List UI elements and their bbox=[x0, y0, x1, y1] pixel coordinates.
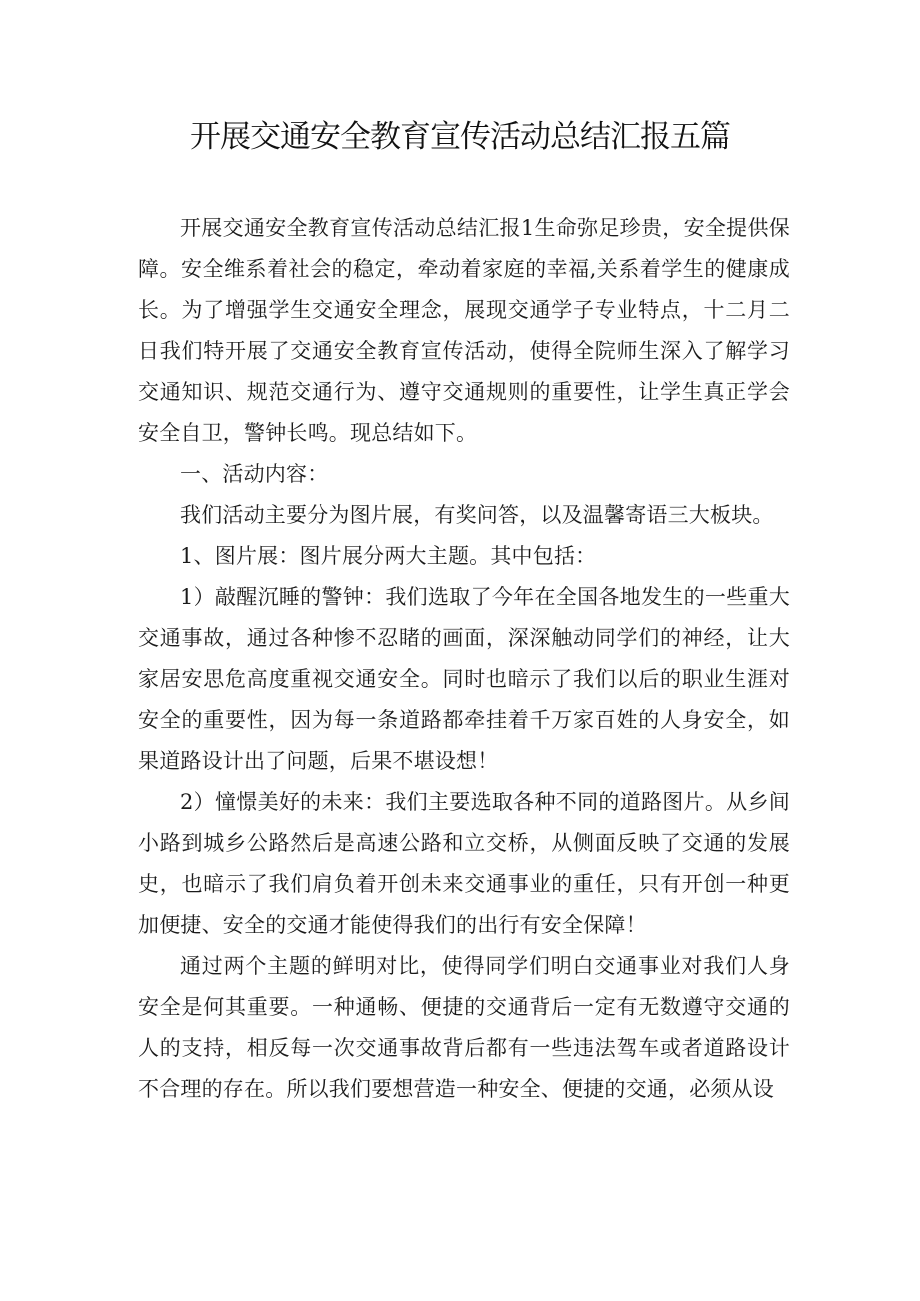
paragraph-photo-exhibition: 1、图片展：图片展分两大主题。其中包括： bbox=[180, 544, 597, 568]
document-body bbox=[138, 208, 790, 1110]
document-title: 开展交通安全教育宣传活动总结汇报五篇 bbox=[190, 119, 730, 155]
paragraph-theme-one: 1）敲醒沉睡的警钟：我们选取了今年在全国各地发生的一些重大交通事故，通过各种惨不忍睹的画面，深深触动同学们的神经，让大家居安思危高度重视交通安全。同时也暗示了我们以后的职业生涯对安全的重要性，因为每一条道路都牵挂着千万家百姓的人身安全，如果道路设计出了问题，后果不堪设想！ bbox=[138, 585, 790, 773]
paragraph-activity-overview: 我们活动主要分为图片展，有奖问答，以及温馨寄语三大板块。 bbox=[180, 503, 774, 527]
paragraph-intro: 开展交通安全教育宣传活动总结汇报1生命弥足珍贵，安全提供保障。安全维系着社会的稳定，牵动着家庭的幸福,关系着学生的健康成长。为了增强学生交通安全理念，展现交通学子专业特点，十二月二日我们特开展了交通安全教育宣传活动，使得全院师生深入了解学习交通知识、规范交通行为、遵守交通规则的重要性，让学生真正学会安全自卫，警钟长鸣。现总结如下。 bbox=[138, 216, 790, 445]
paragraph-theme-two: 2）憧憬美好的未来：我们主要选取各种不同的道路图片。从乡间小路到城乡公路然后是高速公路和立交桥，从侧面反映了交通的发展史，也暗示了我们肩负着开创未来交通事业的重任，只有开创一种更加便捷、安全的交通才能使得我们的出行有安全保障！ bbox=[138, 790, 790, 937]
paragraph-comparison: 通过两个主题的鲜明对比，使得同学们明白交通事业对我们人身安全是何其重要。一种通畅、便捷的交通背后一定有无数遵守交通的人的支持，相反每一次交通事故背后都有一些违法驾车或者道路设计不合理的存在。所以我们要想营造一种安全、便捷的交通，必须从设 bbox=[138, 954, 790, 1101]
section-heading-activity-content: 一、活动内容： bbox=[180, 462, 329, 486]
